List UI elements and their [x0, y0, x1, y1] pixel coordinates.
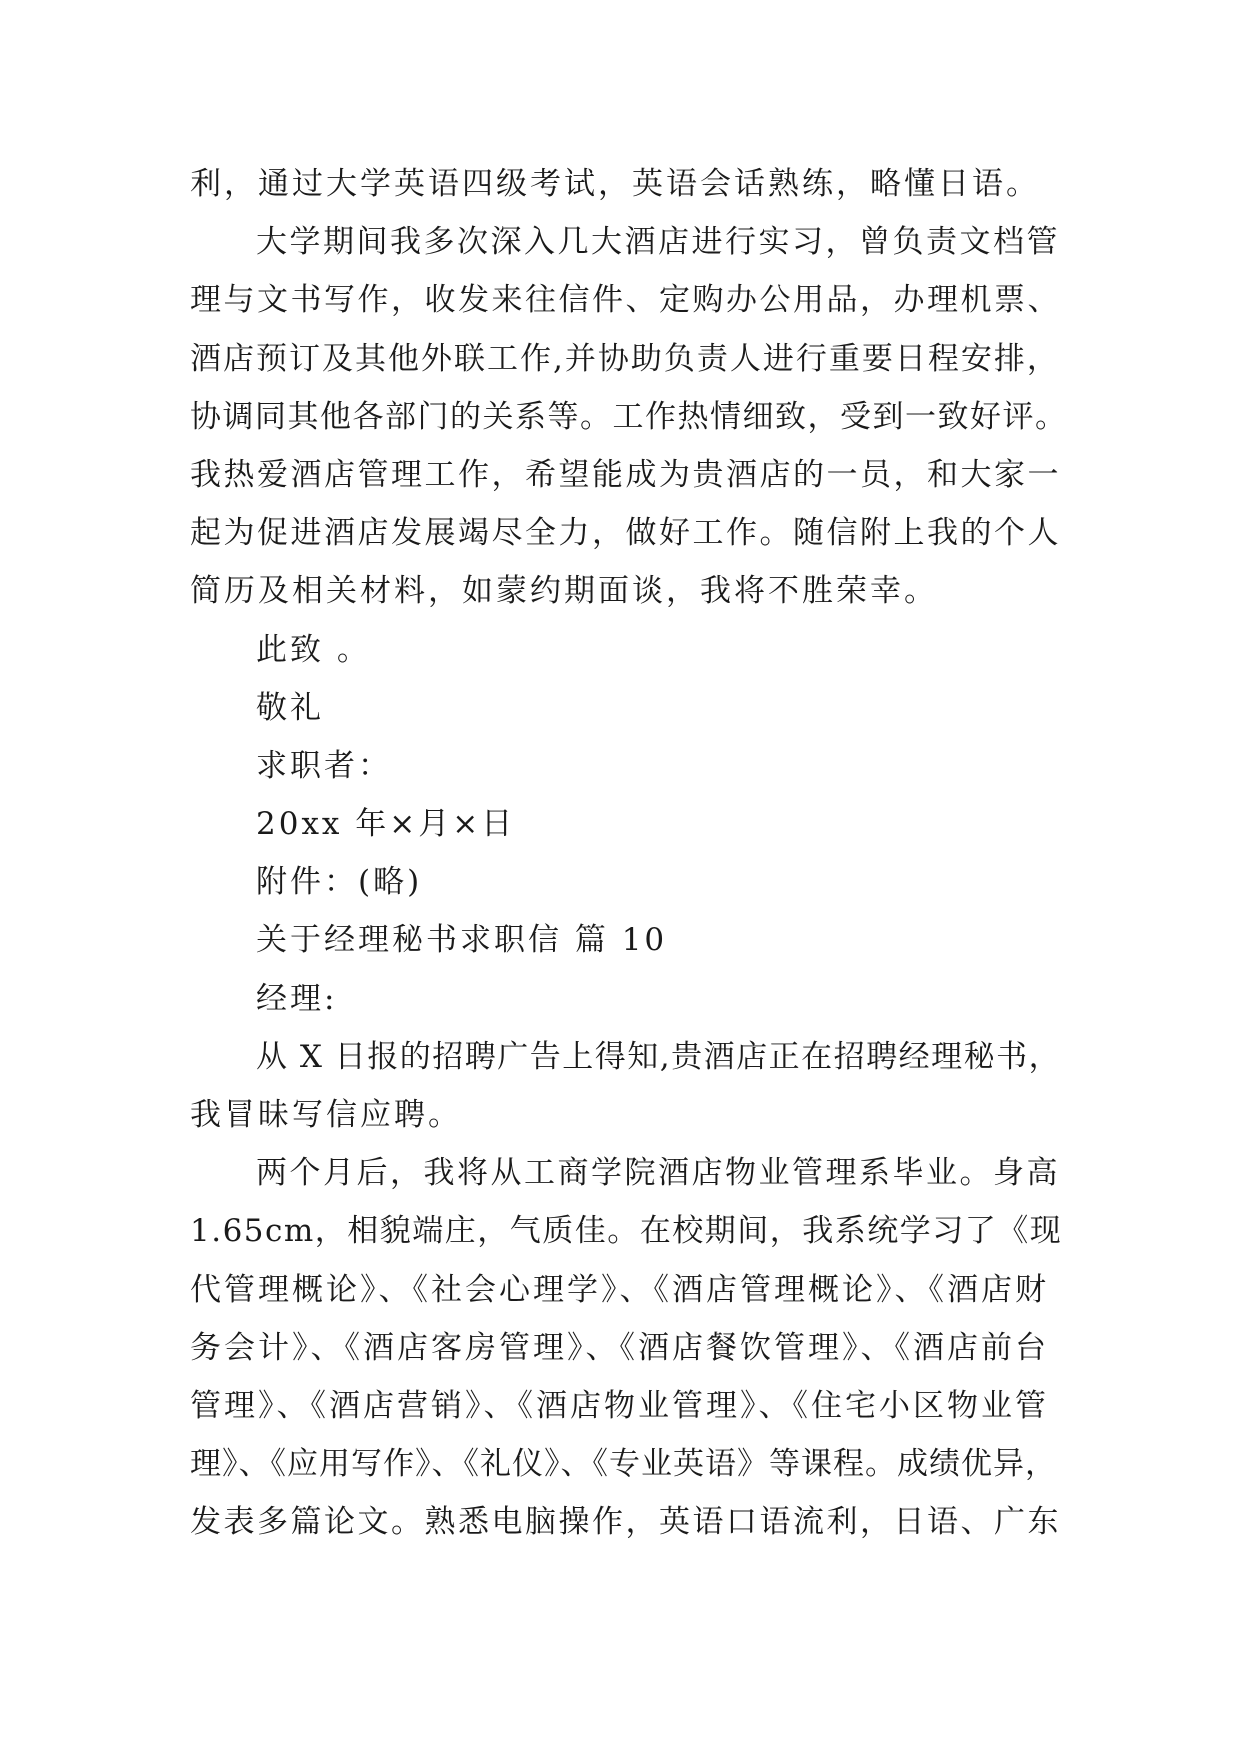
text-line: 敬礼	[256, 689, 324, 726]
text-line: 大学期间我多次深入几大酒店进行实习，曾负责文档管	[256, 224, 1060, 261]
text-line: 协调同其他各部门的关系等。工作热情细致，受到一致好评。	[190, 398, 1068, 435]
text-line: 两个月后，我将从工商学院酒店物业管理系毕业。身高	[256, 1155, 1060, 1192]
text-line: 理与文书写作，收发来往信件、定购办公用品，办理机票、	[190, 282, 1061, 319]
text-line: 管理》、《酒店营销》、《酒店物业管理》、《住宅小区物业管	[190, 1387, 1049, 1424]
text-line: 简历及相关材料，如蒙约期面谈，我将不胜荣幸。	[190, 573, 938, 610]
text-line: 利，通过大学英语四级考试，英语会话熟练，略懂日语。	[190, 166, 1040, 202]
text-line: 理》、《应用写作》、《礼仪》、《专业英语》等课程。成绩优异，	[190, 1446, 1057, 1483]
text-line: 附件：(略)	[256, 864, 423, 901]
text-line: 我冒昧写信应聘。	[190, 1097, 462, 1133]
text-line: 经理:	[256, 980, 338, 1017]
text-line: 关于经理秘书求职信 篇 10	[256, 922, 668, 959]
text-line: 从 X 日报的招聘广告上得知,贵酒店正在招聘经理秘书，	[256, 1038, 1062, 1075]
text-line: 起为促进酒店发展竭尽全力，做好工作。随信附上我的个人	[190, 515, 1061, 552]
text-line: 此致 。	[256, 631, 371, 668]
text-line: 代管理概论》、《社会心理学》、《酒店管理概论》、《酒店财	[190, 1271, 1049, 1308]
text-line: 20xx 年×月×日	[256, 806, 516, 843]
letter-body	[190, 155, 1070, 1552]
text-line: 求职者：	[256, 747, 392, 784]
text-line: 发表多篇论文。熟悉电脑操作，英语口语流利，日语、广东	[190, 1504, 1061, 1541]
text-line: 酒店预订及其他外联工作,并协助负责人进行重要日程安排，	[190, 340, 1060, 377]
text-line: 务会计》、《酒店客房管理》、《酒店餐饮管理》、《酒店前台	[190, 1329, 1049, 1366]
text-line: 我热爱酒店管理工作，希望能成为贵酒店的一员，和大家一	[190, 456, 1061, 493]
text-line: 1.65cm，相貌端庄，气质佳。在校期间，我系统学习了《现	[190, 1213, 1063, 1250]
